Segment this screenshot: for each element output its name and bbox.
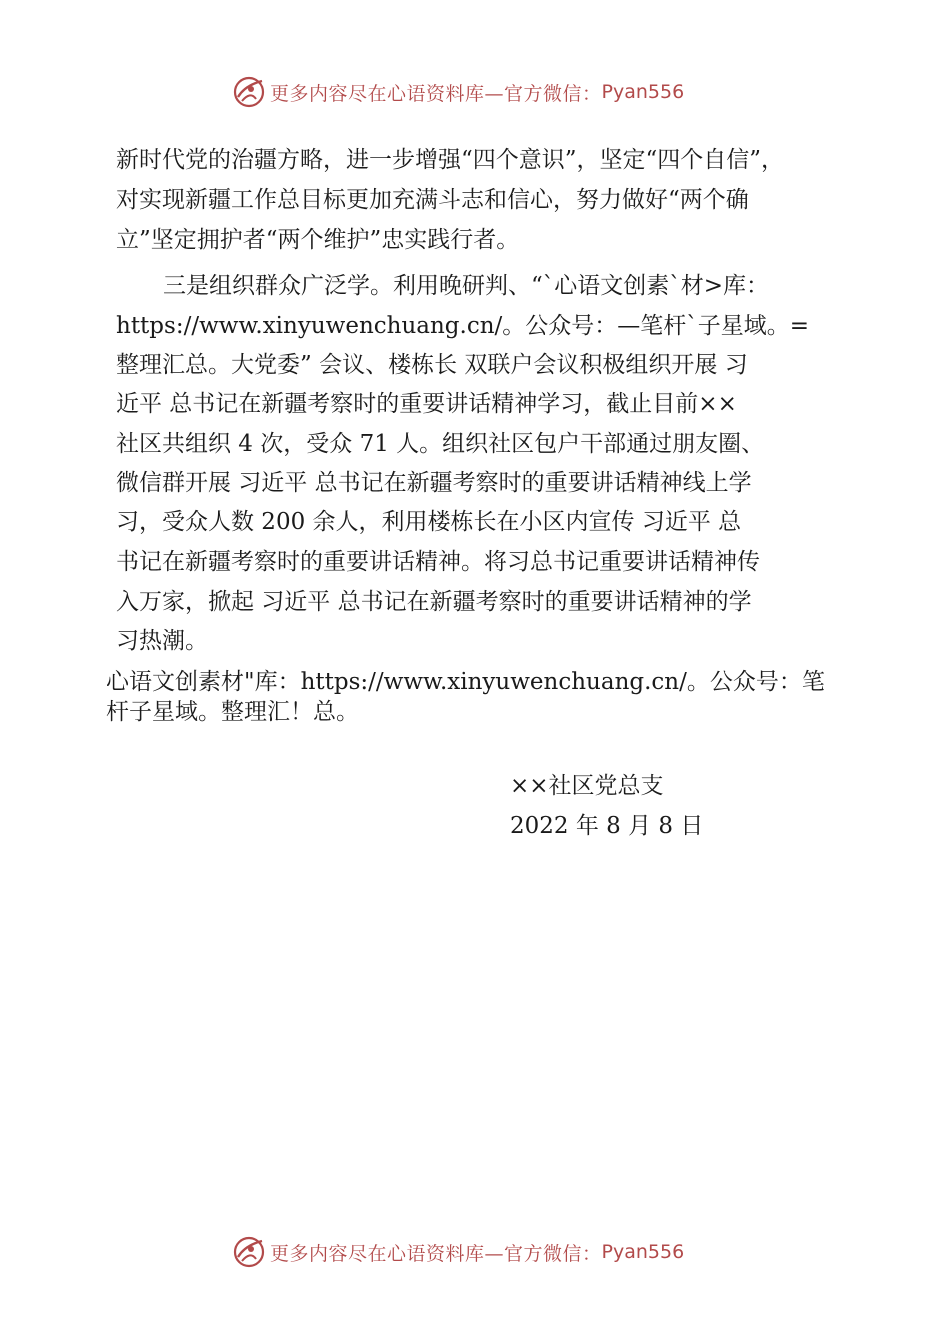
- signature-org: ××社区党总支: [510, 773, 664, 799]
- body-line-13: 习热潮。: [116, 628, 208, 654]
- banner-wechat-handle: Pyan556: [601, 1241, 685, 1263]
- brand-logo-icon: [232, 1235, 266, 1269]
- body-line-10: 习，受众人数 200 余人，利用楼栋长在小区内宣传 习近平 总: [116, 509, 742, 535]
- body-line-1: 新时代党的治疆方略，进一步增强“四个意识”，坚定“四个自信”，: [116, 147, 785, 173]
- brand-logo-icon: [232, 75, 266, 109]
- body-line-7: 近平 总书记在新疆考察时的重要讲话精神学习，截止目前××: [116, 391, 737, 417]
- signature-date: 2022 年 8 月 8 日: [510, 813, 704, 839]
- body-line-4: 三是组织群众广泛学。利用晚研判、“`心语文创素`材>库：: [163, 273, 770, 299]
- body-line-11: 书记在新疆考察时的重要讲话精神。将习总书记重要讲话精神传: [116, 549, 760, 575]
- body-line-8: 社区共组织 4 次，受众 71 人。组织社区包户干部通过朋友圈、: [116, 431, 765, 457]
- banner-text: 更多内容尽在心语资料库—官方微信：: [270, 1242, 602, 1265]
- body-line-9: 微信群开展 习近平 总书记在新疆考察时的重要讲话精神线上学: [116, 470, 752, 496]
- body-line-3: 立”坚定拥护者“两个维护”忠实践行者。: [116, 227, 520, 253]
- header-banner: [232, 74, 684, 110]
- body-line-5: https://www.xinyuwenchuang.cn/。公众号：—笔杆`子星域。=: [116, 313, 810, 339]
- body-line-6: 整理汇总。大党委” 会议、楼栋长 双联户会议积极组织开展 习: [116, 352, 748, 378]
- footer-banner: [232, 1234, 684, 1270]
- banner-wechat-handle: Pyan556: [601, 81, 685, 103]
- body-line-14: 心语文创素材"库：https://www.xinyuwenchuang.cn/。公众号：笔: [106, 669, 825, 695]
- body-line-15: 杆子星域。整理汇！总。: [106, 699, 359, 725]
- body-line-2: 对实现新疆工作总目标更加充满斗志和信心，努力做好“两个确: [116, 187, 749, 213]
- body-line-12: 入万家，掀起 习近平 总书记在新疆考察时的重要讲话精神的学: [116, 589, 752, 615]
- banner-text: 更多内容尽在心语资料库—官方微信：: [270, 82, 602, 105]
